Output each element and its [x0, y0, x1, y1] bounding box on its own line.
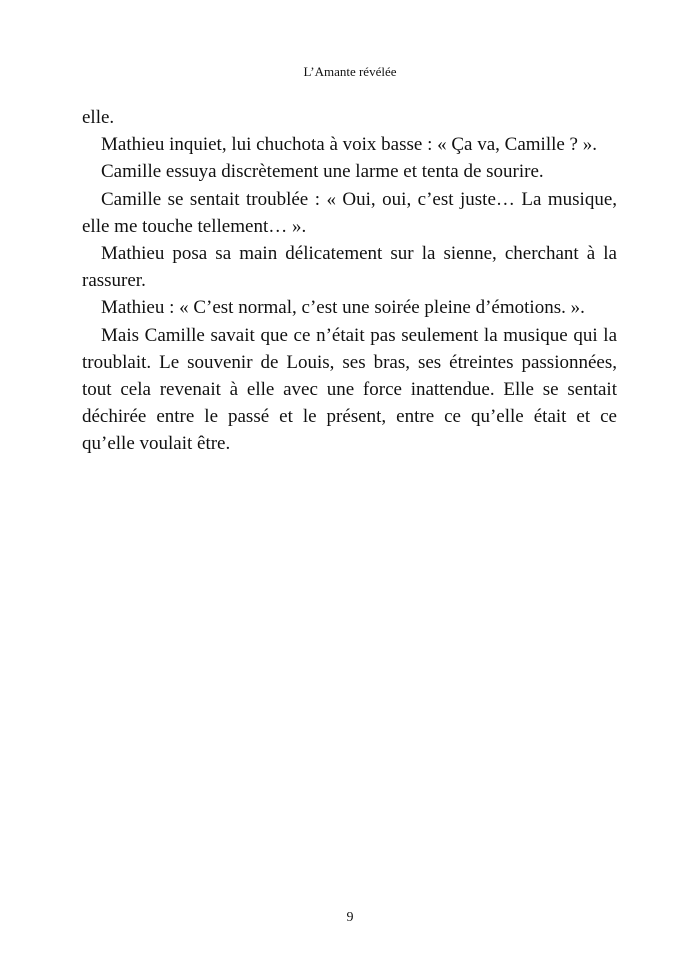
- text-line: déchirée entre le passé et le présent, entre ce qu’elle était et ce: [82, 406, 617, 428]
- text-line: elle.: [82, 107, 115, 128]
- text-line: Mathieu inquiet, lui chuchota à voix basse : « Ça va, Camille ? ».: [101, 134, 597, 156]
- text-line: qu’elle voulait être.: [82, 433, 231, 455]
- text-line: rassurer.: [82, 270, 146, 292]
- running-header: L’Amante révélée: [303, 64, 397, 79]
- page-number: 9: [346, 910, 354, 925]
- text-line: Mathieu : « C’est normal, c’est une soirée pleine d’émotions. ».: [101, 297, 585, 319]
- text-line: elle me touche tellement… ».: [82, 215, 307, 237]
- text-line: Mais Camille savait que ce n’était pas seulement la musique qui la: [101, 324, 617, 346]
- text-line: troublait. Le souvenir de Louis, ses bras, ses étreintes passionnées,: [82, 351, 617, 373]
- text-line: Camille essuya discrètement une larme et tenta de sourire.: [101, 161, 544, 183]
- page-body-text: [82, 104, 617, 458]
- text-line: tout cela revenait à elle avec une force inattendue. Elle se sentait: [82, 379, 617, 401]
- text-line: Camille se sentait troublée : « Oui, oui, c’est juste… La musique,: [101, 188, 617, 210]
- text-line: Mathieu posa sa main délicatement sur la sienne, cherchant à la: [101, 243, 617, 265]
